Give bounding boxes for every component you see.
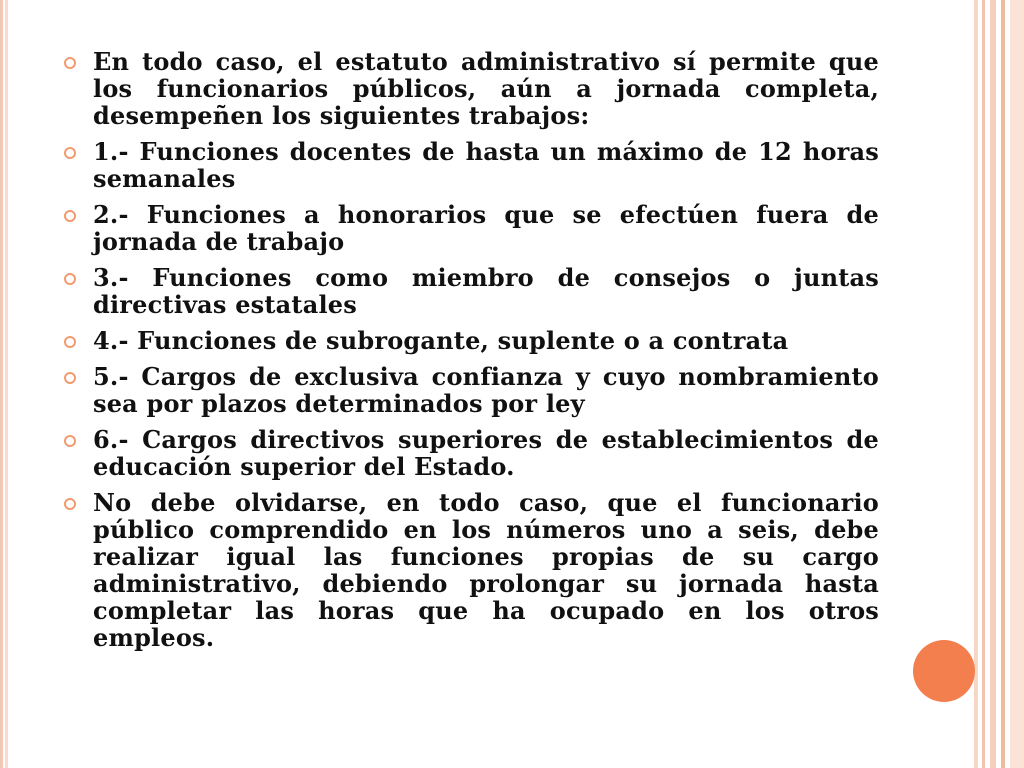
bullet-item: [64, 363, 879, 417]
bullet-circle-icon: [64, 498, 76, 510]
bullet-text: 5.- Cargos de exclusiva confianza y cuyo nombramiento sea por plazos determinados por ley: [93, 362, 879, 418]
bullet-text: 4.- Funciones de subrogante, suplente o a contrata: [93, 326, 789, 355]
bullet-text: 6.- Cargos directivos superiores de establecimientos de educación superior del Estado.: [93, 425, 879, 481]
bullet-item: [64, 138, 879, 192]
bullet-circle-icon: [64, 57, 76, 69]
slide-content: [64, 48, 879, 660]
left-decorative-border: [0, 0, 8, 768]
bullet-text: 3.- Funciones como miembro de consejos o juntas directivas estatales: [93, 263, 879, 319]
bullet-text: 1.- Funciones docentes de hasta un máximo de 12 horas semanales: [93, 137, 879, 193]
bullet-item: [64, 201, 879, 255]
bullet-circle-icon: [64, 435, 76, 447]
bullet-item: [64, 489, 879, 651]
orange-circle-decoration: [913, 640, 975, 702]
bullet-circle-icon: [64, 336, 76, 348]
bullet-circle-icon: [64, 210, 76, 222]
bullet-text: En todo caso, el estatuto administrativo sí permite que los funcionarios públicos, aún a jornada completa, desempeñen los siguientes trabajos:: [93, 47, 879, 130]
bullet-circle-icon: [64, 147, 76, 159]
bullet-item: [64, 264, 879, 318]
bullet-item: [64, 48, 879, 129]
bullet-item: [64, 426, 879, 480]
right-decorative-stripes: [974, 0, 1024, 768]
bullet-circle-icon: [64, 273, 76, 285]
bullet-circle-icon: [64, 372, 76, 384]
bullet-item: [64, 327, 879, 354]
bullet-list: [64, 48, 879, 651]
bullet-text: No debe olvidarse, en todo caso, que el funcionario público comprendido en los números uno a seis, debe realizar igual las funciones propias de su cargo administrativo, debiendo prolongar su jornada hasta completar las horas que ha ocupado en los otros empleos.: [93, 488, 879, 652]
bullet-text: 2.- Funciones a honorarios que se efectúen fuera de jornada de trabajo: [93, 200, 879, 256]
